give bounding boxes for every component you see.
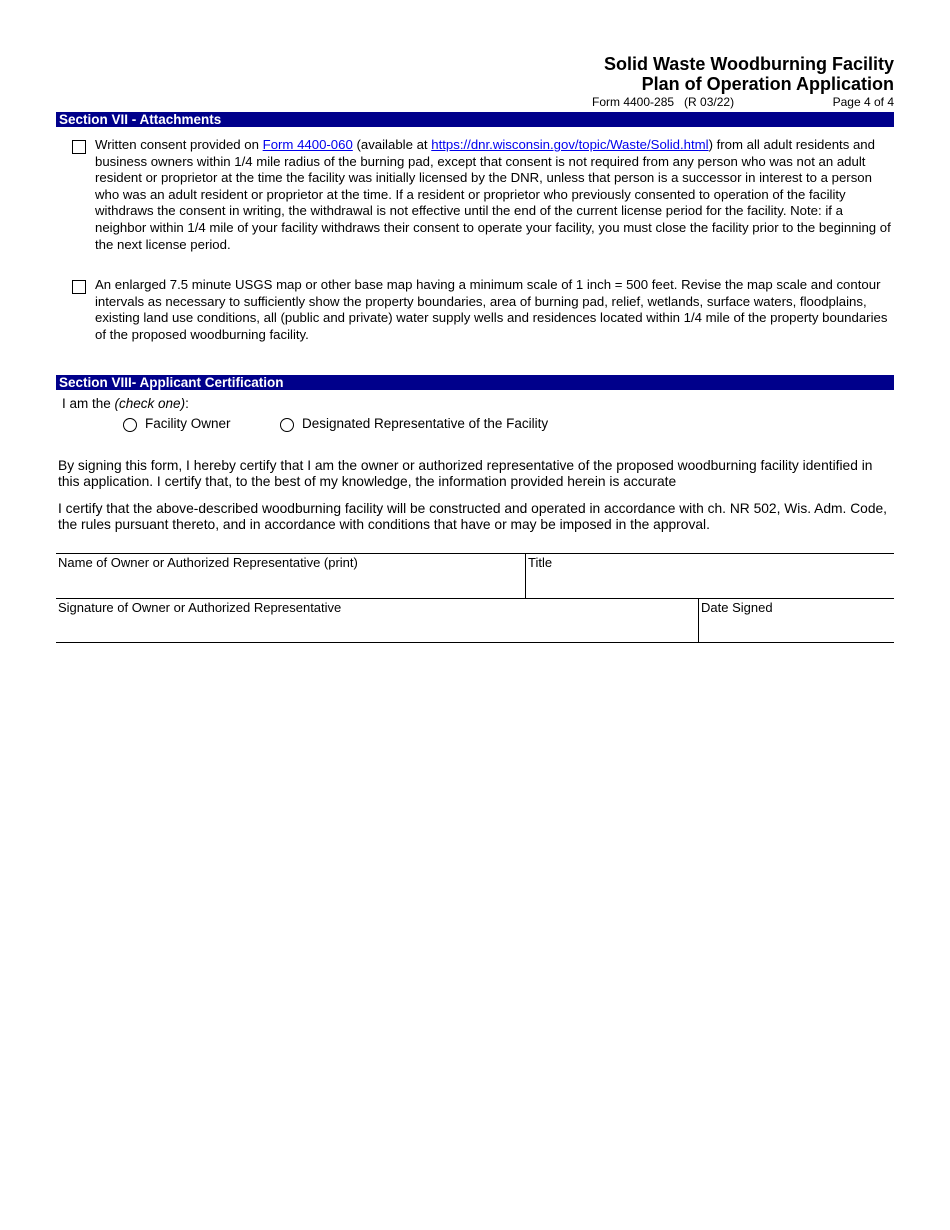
form-title-line1: Solid Waste Woodburning Facility: [603, 54, 894, 74]
table-top-border: [56, 553, 894, 554]
form-number: Form 4400-285 (R 03/22): [592, 95, 735, 109]
signature-input[interactable]: [56, 614, 697, 641]
role-prompt-text: I am the: [62, 396, 115, 411]
usgs-map-checkbox[interactable]: [72, 280, 86, 294]
name-input[interactable]: [56, 569, 524, 597]
usgs-map-paragraph: An enlarged 7.5 minute USGS map or other base map having a minimum scale of 1 inch = 500 feet. Revise the map scale and contour intervals as necessary to sufficiently show the property boundaries, area of burning pad, relief, wetlands, surface waters, floodplains, existing land use conditions, all (public and private) water supply wells and residences located within 1/4 mile of the property boundaries of the proposed woodburning facility.: [95, 277, 888, 342]
check-one-hint: (check one): [114, 396, 186, 411]
title-field-label: Title: [528, 555, 553, 570]
consent-checkbox[interactable]: [72, 140, 86, 154]
designated-representative-label: Designated Representative of the Facility: [302, 416, 549, 431]
title-input[interactable]: [527, 569, 893, 597]
name-title-divider: [525, 553, 526, 598]
role-prompt-colon: :: [185, 396, 189, 411]
section-8-heading: Section VIII- Applicant Certification: [56, 375, 894, 390]
consent-text-start: Written consent provided on: [95, 137, 263, 152]
consent-text-end: ) from all adult residents and business owners within 1/4 mile radius of the burning pad, except that consent is not required from any person who was not an adult resident or proprietor at the time the facility was initially licensed by the DNR, unless that person is a successor in interest to a person who was an adult resident or proprietor at the time. If a resident or proprietor who previously consented to operation of the facility withdraws the consent in writing, the withdrawal is not effective until the end of the current license period for the facility. Note: if a neighbor within 1/4 mile of your facility withdraws their consent to operate your facility, you must close the facility prior to the beginning of the next license period.: [95, 137, 891, 252]
role-prompt: [62, 396, 189, 412]
name-field-label: Name of Owner or Authorized Representative (print): [58, 555, 358, 570]
form-title-line2: Plan of Operation Application: [641, 74, 894, 94]
certification-statement-2: I certify that the above-described woodburning facility will be constructed and operated in accordance with ch. NR 502, Wis. Adm. Code, the rules pursuant thereto, and in accordance with conditions that have or may be imposed in the approval.: [58, 501, 888, 532]
facility-owner-label: Facility Owner: [145, 416, 231, 431]
page-number: Page 4 of 4: [832, 95, 894, 109]
facility-owner-radio[interactable]: [123, 418, 137, 432]
signature-field-label: Signature of Owner or Authorized Representative: [58, 600, 342, 615]
dnr-solid-waste-link[interactable]: https://dnr.wisconsin.gov/topic/Waste/Solid.html: [431, 137, 709, 152]
consent-paragraph: [95, 137, 895, 253]
table-middle-border: [56, 598, 894, 599]
certification-statement-1: By signing this form, I hereby certify that I am the owner or authorized representative of the proposed woodburning facility identified in this application. I certify that, to the best of my knowledge, the information provided herein is accurate: [58, 458, 873, 489]
table-bottom-border: [56, 642, 894, 643]
consent-text-mid: (available at: [352, 137, 432, 152]
signature-date-divider: [698, 598, 699, 642]
designated-representative-radio[interactable]: [280, 418, 294, 432]
date-field-label: Date Signed: [701, 600, 773, 615]
date-signed-input[interactable]: [700, 614, 893, 641]
form-4400-060-link[interactable]: Form 4400-060: [262, 137, 353, 152]
section-7-heading: Section VII - Attachments: [56, 112, 894, 127]
